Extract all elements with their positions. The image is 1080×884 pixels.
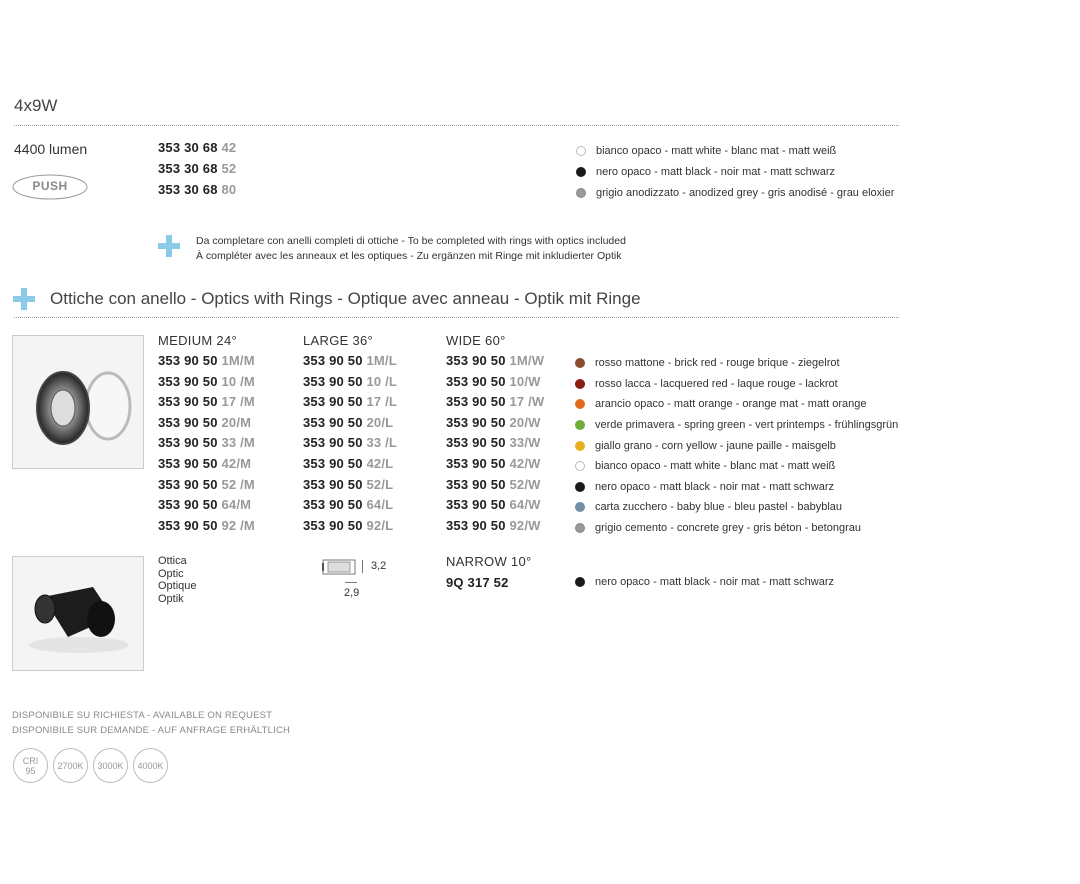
section1-codes xyxy=(158,140,236,203)
product-code: 353 90 50 20/W xyxy=(446,414,541,430)
plus-icon xyxy=(13,288,35,310)
color-swatch-yellow xyxy=(575,441,585,451)
color-option: nero opaco - matt black - noir mat - matt schwarz xyxy=(575,575,834,589)
color-swatch-baby-blue xyxy=(575,502,585,512)
product-code: 353 90 50 64/W xyxy=(446,497,541,513)
cct-badges xyxy=(13,748,168,783)
product-code: 353 90 50 42/L xyxy=(303,455,394,471)
section1-colors xyxy=(576,140,894,203)
color-swatch-black xyxy=(575,577,585,587)
color-option: nero opaco - matt black - noir mat - matt schwarz xyxy=(576,161,894,182)
product-code: 353 90 50 17 /M xyxy=(158,394,255,410)
column-wide xyxy=(446,333,544,538)
dimension-line xyxy=(345,582,357,583)
plus-icon xyxy=(158,235,180,257)
product-code: 353 30 68 80 xyxy=(158,182,237,197)
cct-3000k-badge: 3000K xyxy=(93,748,128,783)
product-code: 353 90 50 64/M xyxy=(158,497,252,513)
narrow-header: NARROW 10° xyxy=(446,554,532,569)
color-swatch-lacquered-red xyxy=(575,379,585,389)
cct-4000k-badge: 4000K xyxy=(133,748,168,783)
product-code: 353 30 68 52 xyxy=(158,161,237,176)
color-swatch-white xyxy=(575,461,585,471)
product-code: 353 90 50 10 /L xyxy=(303,373,398,389)
product-code: 353 90 50 52/W xyxy=(446,476,541,492)
section-title-optics: Ottiche con anello - Optics with Rings - Optique avec anneau - Optik mit Ringe xyxy=(50,289,641,308)
product-code: 353 90 50 1M/L xyxy=(303,353,397,368)
availability-note-line1: DISPONIBILE SU RICHIESTA - AVAILABLE ON REQUEST xyxy=(12,710,273,721)
color-option: arancio opaco - matt orange - orange mat - matt orange xyxy=(575,394,898,415)
push-logo xyxy=(12,174,88,200)
push-label: PUSH xyxy=(32,179,68,193)
divider xyxy=(14,317,899,318)
color-swatch-brick-red xyxy=(575,358,585,368)
product-code: 353 90 50 92/W xyxy=(446,517,541,533)
dimension-line xyxy=(362,560,363,573)
product-code: 353 90 50 64/L xyxy=(303,497,394,513)
section2-colors xyxy=(575,353,898,538)
color-swatch-white xyxy=(576,146,586,156)
color-swatch-grey xyxy=(576,188,586,198)
optic-labels: Ottica Optic Optique Optik xyxy=(158,555,197,605)
product-code: 353 90 50 20/L xyxy=(303,414,394,430)
color-swatch-black xyxy=(575,482,585,492)
color-option: bianco opaco - matt white - blanc mat - matt weiß xyxy=(576,140,894,161)
product-code: 353 90 50 1M/W xyxy=(446,353,545,368)
color-option: grigio cemento - concrete grey - gris béton - betongrau xyxy=(575,518,898,539)
optic-ring-image xyxy=(12,335,144,469)
color-option: grigio anodizzato - anodized grey - gris anodisé - grau eloxier xyxy=(576,182,894,203)
optic-lens-image xyxy=(12,556,144,671)
product-code: 353 90 50 92 /M xyxy=(158,517,255,533)
product-code: 353 90 50 52 /M xyxy=(158,476,255,492)
availability-note-line2: DISPONIBILE SUR DEMANDE - AUF ANFRAGE ERHÄLTLICH xyxy=(12,725,291,736)
column-header: MEDIUM 24° xyxy=(158,333,237,348)
section-title-4x9w: 4x9W xyxy=(14,96,58,115)
dimension-width: 2,9 xyxy=(344,587,360,599)
product-code: 353 90 50 33/W xyxy=(446,435,541,451)
product-code: 353 90 50 33 /M xyxy=(158,435,255,451)
color-swatch-green xyxy=(575,420,585,430)
completion-note: Da completare con anelli completi di ottiche - To be completed with rings with optics included À compléter avec les anneaux et les optiques - Zu ergänzen mit Ringe mit inkludierter Optik xyxy=(196,235,626,262)
column-header: LARGE 36° xyxy=(303,333,374,348)
product-code: 353 90 50 42/M xyxy=(158,455,252,471)
product-code: 353 90 50 52/L xyxy=(303,476,394,492)
color-option: verde primavera - spring green - vert printemps - frühlingsgrün xyxy=(575,415,898,436)
product-code: 353 30 68 42 xyxy=(158,140,237,155)
column-large xyxy=(303,333,397,538)
dimension-height: 3,2 xyxy=(371,560,387,572)
cct-2700k-badge: 2700K xyxy=(53,748,88,783)
color-swatch-black xyxy=(576,167,586,177)
color-option: bianco opaco - matt white - blanc mat - matt weiß xyxy=(575,456,898,477)
product-code: 353 90 50 17 /W xyxy=(446,394,545,410)
color-option: nero opaco - matt black - noir mat - matt schwarz xyxy=(575,477,898,498)
color-swatch-orange xyxy=(575,399,585,409)
color-option: carta zucchero - baby blue - bleu pastel - babyblau xyxy=(575,497,898,518)
product-code: 353 90 50 92/L xyxy=(303,517,394,533)
product-code: 353 90 50 10/W xyxy=(446,373,541,389)
product-code: 353 90 50 33 /L xyxy=(303,435,398,451)
product-code: 353 90 50 17 /L xyxy=(303,394,398,410)
column-header: WIDE 60° xyxy=(446,333,506,348)
color-option: giallo grano - corn yellow - jaune paille - maisgelb xyxy=(575,435,898,456)
color-swatch-concrete-grey xyxy=(575,523,585,533)
dimension-drawing xyxy=(320,557,360,577)
column-medium xyxy=(158,333,255,538)
cri-badge: CRI 95 xyxy=(13,748,48,783)
product-code: 353 90 50 1M/M xyxy=(158,353,255,368)
product-code: 353 90 50 10 /M xyxy=(158,373,255,389)
color-option: rosso mattone - brick red - rouge brique - ziegelrot xyxy=(575,353,898,374)
product-code: 353 90 50 42/W xyxy=(446,455,541,471)
divider xyxy=(14,125,899,126)
narrow-product-code: 9Q 317 52 xyxy=(446,575,509,590)
lumen-label: 4400 lumen xyxy=(14,141,88,157)
color-option: rosso lacca - lacquered red - laque rouge - lackrot xyxy=(575,374,898,395)
product-code: 353 90 50 20/M xyxy=(158,414,252,430)
